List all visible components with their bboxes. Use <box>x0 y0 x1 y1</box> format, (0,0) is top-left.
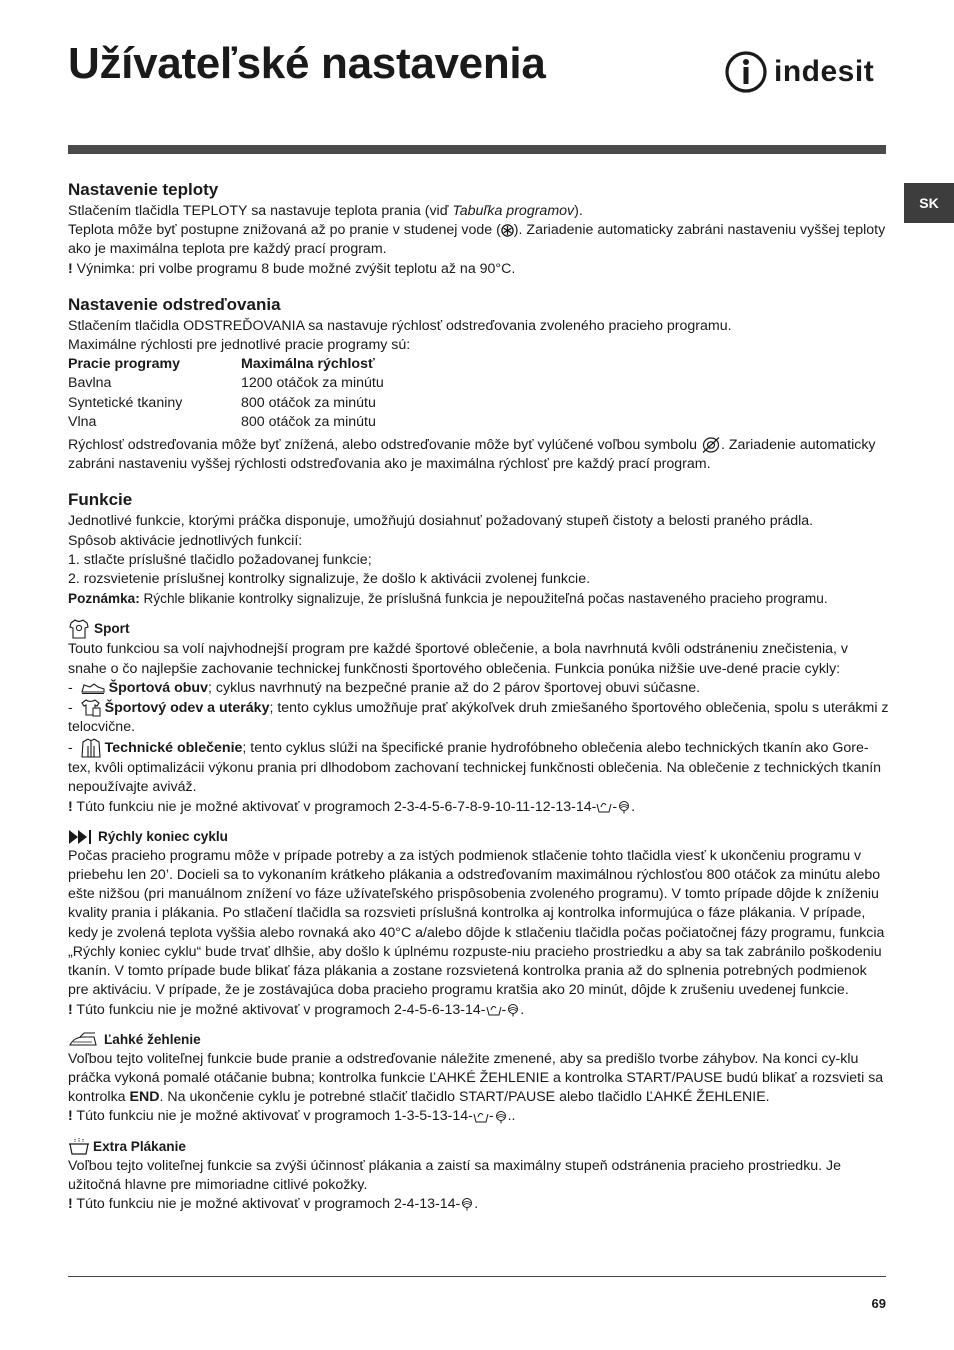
table-header: Pracie programy <box>68 356 180 373</box>
wool-icon <box>460 1197 474 1211</box>
list-item: - Športová obuv; cyklus navrhnutý na bezpečné pranie až do 2 párov športovej obuvi súčasne. <box>68 679 701 696</box>
paragraph: 2. rozsvietenie príslušnej kontrolky signalizuje, že došlo k aktivácii zvolenej funkcie. <box>68 571 591 588</box>
section-heading-functions: Funkcie <box>68 490 133 510</box>
snowflake-icon <box>501 224 514 237</box>
function-heading-extra-rinse: Extra Plákanie <box>68 1137 890 1157</box>
warning-note: ! Výnimka: pri volbe programu 8 bude možné zvýšit teplotu až na 90°C. <box>68 260 516 277</box>
paragraph: Voľbou tejto voliteľnej funkcie bude pranie a odstreďovanie náležite zmenené, aby sa predišlo tvorbe záhybov. Na konci cy-klu práčka vykoná pomalé otáčanie bubna; kontrolka funkcie ĽAHKÉ ŽEHLENIE a kontrolka START/PAUSE budú blikať a rozsvieti sa kontrolka END. Na ukončenie cyklu je potrebné stlačiť tlačidlo START/PAUSE alebo tlačidlo ĽAHKÉ ŽEHLENIE. <box>68 1050 884 1106</box>
list-item: - Športový odev a uteráky; tento cyklus umožňuje prať akýkoľvek druh zmiešaného športového oblečenia, spolu s uterákmi z telocvične. <box>68 699 889 736</box>
warning-note: ! Túto funkciu nie je možné aktivovať v programoch 2-3-4-5-6-7-8-9-10-11-12-13-14- - . <box>68 798 636 815</box>
warning-note: ! Túto funkciu nie je možné aktivovať v programoch 1-3-5-13-14- - .. <box>68 1108 516 1125</box>
warning-note: ! Túto funkciu nie je možné aktivovať v programoch 2-4-5-6-13-14- - . <box>68 1001 525 1018</box>
sport-shoe-icon <box>80 681 106 695</box>
paragraph: Spôsob aktivácie jednotlivých funkcií: <box>68 532 303 549</box>
table-cell: Syntetické tkaniny <box>68 394 183 411</box>
note: Poznámka: Rýchle blikanie kontrolky signalizuje, že príslušná funkcia je nepoužiteľná počas nastaveného pracieho programu. <box>68 591 828 607</box>
paragraph: Stlačením tlačidla TEPLOTY sa nastavuje teplota prania (viď Tabuľka programov). <box>68 203 583 219</box>
wool-icon <box>617 800 631 814</box>
paragraph: Rýchlosť odstreďovania môže byť znížená, alebo odstreďovanie môže byť vylúčené voľbou symbolu . Zariadenie automaticky zabráni nastaveniu vyššej rýchlosti odstreďovania ako je maximálna rýchlosť pre každý prací program. <box>68 437 876 473</box>
warning-note: ! Túto funkciu nie je možné aktivovať v programoch 2-4-13-14- . <box>68 1195 479 1212</box>
page-number: 69 <box>871 1296 886 1311</box>
sport-clothes-towel-icon <box>80 698 102 718</box>
function-heading-sport: Sport <box>68 618 890 640</box>
spin-speed-table <box>68 355 890 432</box>
technical-jacket-icon <box>80 737 102 759</box>
table-cell: 1200 otáčok za minútu <box>241 375 384 392</box>
paragraph: 1. stlačte príslušné tlačidlo požadovanej funkcie; <box>68 551 372 568</box>
brand-logo <box>724 50 874 94</box>
paragraph: Jednotlivé funkcie, ktorými práčka disponuje, umožňujú dosiahnuť požadovaný stupeň čistoty a belosti praného prádla. <box>68 513 814 530</box>
function-heading-quick-end: Rýchly koniec cyklu <box>68 827 890 847</box>
paragraph: Maximálne rýchlosti pre jednotlivé pracie programy sú: <box>68 337 411 354</box>
table-cell: 800 otáčok za minútu <box>241 413 376 430</box>
rinse-tub-icon <box>68 1138 90 1156</box>
section-heading-spin: Nastavenie odstreďovania <box>68 294 281 314</box>
language-tab: SK <box>904 183 954 223</box>
page-title: Užívateľské nastavenia <box>68 39 546 88</box>
list-item: - Technické oblečenie; tento cyklus slúži na špecifické pranie hydrofóbneho oblečenia alebo technických tkanín ako Gore-tex, kvôli optimalizácii výkonu prania pri dlhodobom zachovaní technickej funkčnosti oblečenia. Na oblečenie z technických tkanín nepoužívajte aviváž. <box>68 737 890 797</box>
no-spin-icon <box>701 436 721 454</box>
fast-forward-icon <box>68 829 94 845</box>
hand-wash-icon <box>473 1110 489 1123</box>
table-header: Maximálna rýchlosť <box>241 356 375 373</box>
paragraph: Voľbou tejto voliteľnej funkcie sa zvýši účinnosť plákania a zaistí sa maximálny stupeň odstránenia pracieho prostriedku. Je užitočná hlavne pre mimoriadne citlivé pokožky. <box>68 1157 842 1193</box>
table-cell: Vlna <box>68 413 97 430</box>
table-cell: Bavlna <box>68 375 112 392</box>
wool-icon <box>494 1110 508 1124</box>
section-heading-temperature: Nastavenie teploty <box>68 180 219 199</box>
paragraph: Teplota môže byť postupne znižovaná až po pranie v studenej vode ( ). Zariadenie automaticky zabráni nastaveniu vyššej teploty ako je maximálna teplota pre každý prací program. <box>68 222 886 258</box>
iron-icon <box>68 1032 98 1048</box>
wool-icon <box>506 1003 520 1017</box>
main-content <box>68 178 890 1214</box>
table-cell: 800 otáčok za minútu <box>241 394 376 411</box>
function-heading-easy-iron: Ľahké žehlenie <box>68 1030 890 1050</box>
hand-wash-icon <box>596 800 612 813</box>
paragraph: Stlačením tlačidla ODSTREĎOVANIA sa nastavuje rýchlosť odstreďovania zvoleného pracieho programu. <box>68 317 732 334</box>
hand-wash-icon <box>486 1003 502 1016</box>
brand-wordmark: indesit <box>774 55 875 88</box>
paragraph: Počas pracieho programu môže v prípade potreby a za istých podmienok stlačenie tohto tlačidla viesť k ukončeniu programu v priebehu len 20’. Docieli sa to vykonaním krátkeho plákania a odstreďovaním maximálnou rýchlosťou 800 otáčok za minútu alebo ešte nižšou (pri manuálnom znížení vo fáze užívateľského prispôsobenia zvoleného programu). V tomto prípade dôjde k zníženiu kvality prania i plákania. Po stlačení tlačidla sa rozsvieti príslušná kontrolka aj kontrolka informujúca o fáze plákania. V prípade, kedy je zvolená teplota vyššia alebo rovnaká ako 40°C a/alebo dôjde k stlačeniu tlačidla počas počiatočnej fázy programu, funkcia „Rýchly koniec cyklu“ bude trvať dlhšie, aby došlo k úplnému rozpuste-niu pracieho prostriedku a aby sa tak zabránilo poškodeniu tkanín. V tomto prípade bude blikať fáza plákania a zostane rozsvietená kontrolka prania až do splnenia potrebných podmienok pre aktiváciu. V prípade, že je zostávajúca doba pracieho programu kratšia ako 20 minút, dôjde k zrušeniu uvedenej funkcie. <box>68 847 885 999</box>
footer-divider <box>68 1276 886 1277</box>
paragraph: Touto funkciou sa volí najvhodnejší program pre každé športové oblečenie, a bola navrhnutá kvôli odstráneniu znečistenia, v snahe o čo najlepšie zachovanie technickej funkčnosti športového oblečenia. Funkcia ponúka nižšie uve-dené pracie cykly: <box>68 641 848 677</box>
header-divider <box>68 145 886 154</box>
indesit-logo-icon <box>724 50 768 94</box>
sport-shirt-icon <box>68 618 90 640</box>
